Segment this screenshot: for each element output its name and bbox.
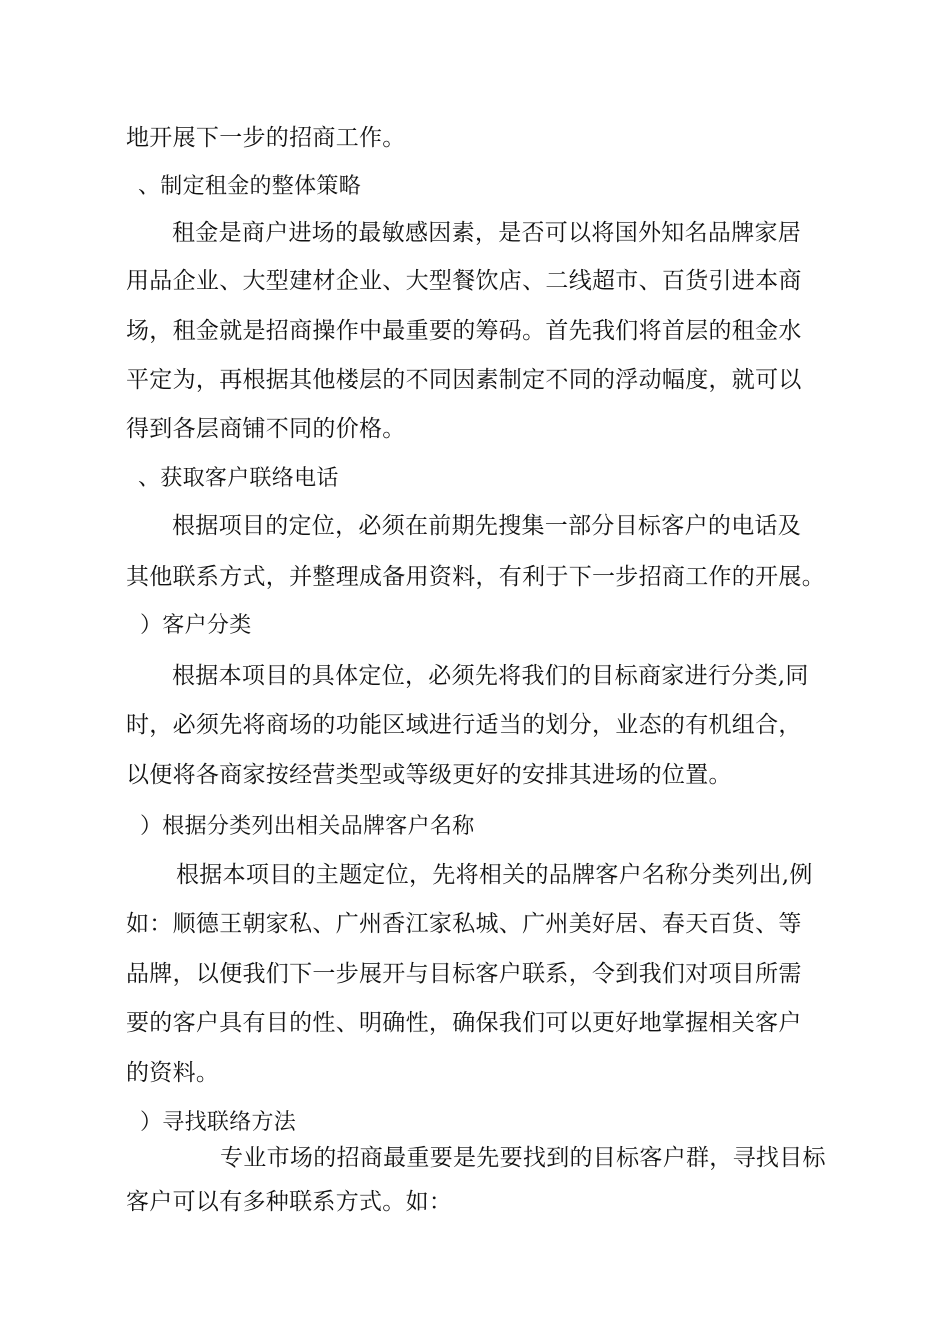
section-heading-contact-phone: 、获取客户联络电话 [138,466,339,491]
body-text-line: 的资料。 [126,1060,220,1086]
body-text-line: 用品企业、大型建材企业、大型餐饮店、二线超市、百货引进本商 [126,268,802,294]
section-heading-brand-list: ）根据分类列出相关品牌客户名称 [140,814,475,839]
body-text-line: 场，租金就是招商操作中最重要的筹码。首先我们将首层的租金水 [126,318,802,344]
body-text-line: 得到各层商铺不同的价格。 [126,416,406,442]
body-text-line: 根据项目的定位，必须在前期先搜集一部分目标客户的电话及 [172,513,802,539]
section-heading-contact-methods: ）寻找联络方法 [140,1110,297,1135]
section-heading-customer-classification: ）客户分类 [140,613,252,638]
body-text-line: 客户可以有多种联系方式。如： [126,1189,453,1215]
body-text-line: 根据本项目的具体定位，必须先将我们的目标商家进行分类,同 [172,663,809,689]
body-text-line: 其他联系方式，并整理成备用资料，有利于下一步招商工作的开展。 [126,564,825,590]
section-heading-rent-strategy: 、制定租金的整体策略 [138,174,362,199]
body-text-line: 平定为，再根据其他楼层的不同因素制定不同的浮动幅度，就可以 [126,367,802,393]
body-text-line: 以便将各商家按经营类型或等级更好的安排其进场的位置。 [126,762,732,788]
body-text-line: 品牌，以便我们下一步展开与目标客户联系，令到我们对项目所需 [126,961,802,987]
body-text-line: 地开展下一步的招商工作。 [126,125,406,151]
body-text-line: 租金是商户进场的最敏感因素，是否可以将国外知名品牌家居 [172,220,802,246]
body-text-line: 要的客户具有目的性、明确性，确保我们可以更好地掌握相关客户 [126,1010,802,1036]
body-text-line: 时，必须先将商场的功能区域进行适当的划分，业态的有机组合， [126,712,802,738]
body-text-line: 如：顺德王朝家私、广州香江家私城、广州美好居、春天百货、等 [126,911,802,937]
body-text-line: 根据本项目的主题定位，先将相关的品牌客户名称分类列出,例 [176,862,813,888]
body-text-line: 专业市场的招商最重要是先要找到的目标客户群，寻找目标 [220,1145,826,1171]
